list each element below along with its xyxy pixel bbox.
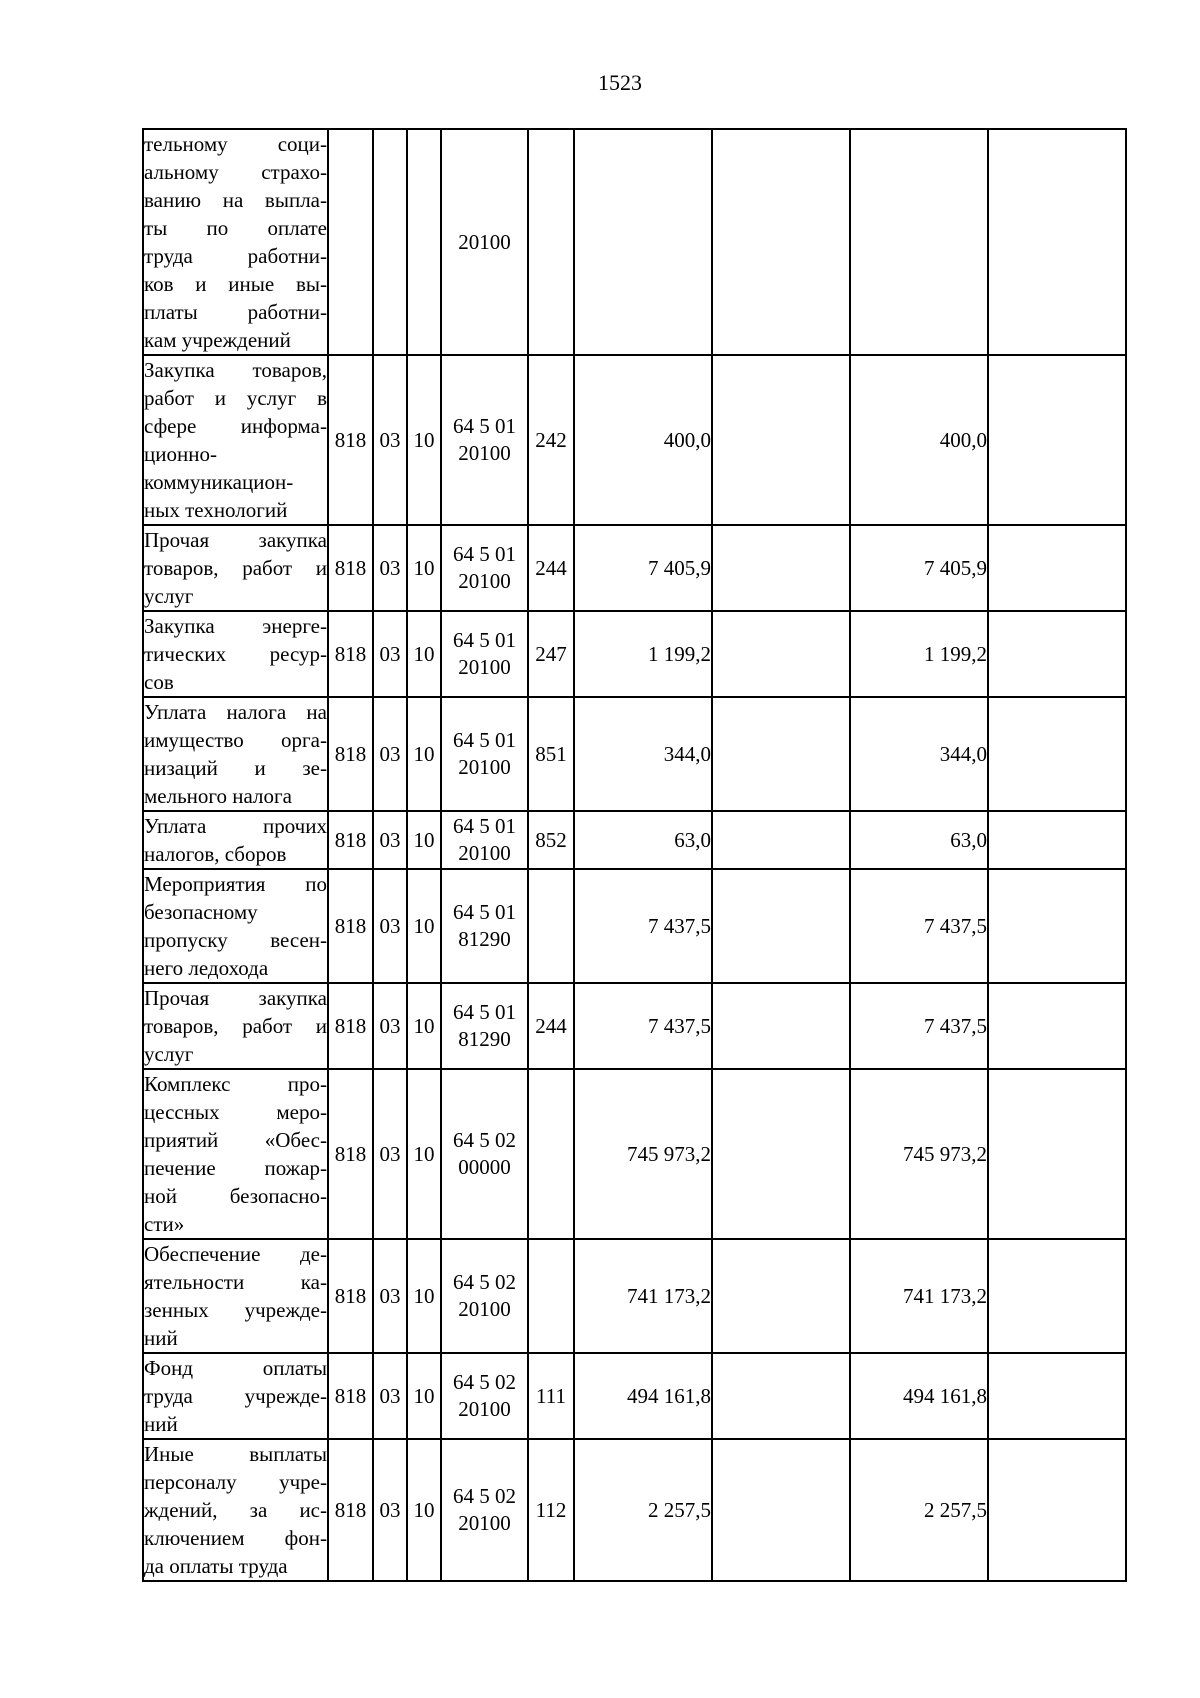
table-row	[143, 1353, 1126, 1439]
row-name-line: пропуску весен-	[144, 928, 327, 952]
row-name-line: работ и услуг в	[144, 386, 327, 410]
row-name	[143, 355, 328, 525]
cell-section: 03	[373, 1439, 407, 1581]
cell-section: 03	[373, 525, 407, 611]
cell-expense-type	[528, 1239, 574, 1353]
target-article-line: 20100	[458, 1511, 511, 1535]
cell-grbs: 818	[328, 1069, 373, 1239]
row-name-line: сов	[144, 670, 174, 694]
cell-subsection: 10	[407, 1353, 441, 1439]
row-name-line: Иные выплаты	[144, 1442, 327, 1466]
row-name	[143, 525, 328, 611]
cell-expense-type: 852	[528, 811, 574, 869]
cell-amount-1: 400,0	[574, 355, 712, 525]
table-row	[143, 1069, 1126, 1239]
cell-expense-type: 244	[528, 525, 574, 611]
target-article-line: 64 5 01	[453, 628, 516, 652]
cell-amount-2	[712, 355, 850, 525]
cell-amount-1: 1 199,2	[574, 611, 712, 697]
cell-amount-3: 7 437,5	[850, 983, 988, 1069]
budget-table	[142, 128, 1127, 1582]
row-name-line: ключением фон-	[144, 1526, 327, 1550]
cell-amount-2	[712, 1069, 850, 1239]
cell-amount-2	[712, 1353, 850, 1439]
cell-amount-1: 7 437,5	[574, 869, 712, 983]
row-name-line: ной безопасно-	[144, 1184, 327, 1208]
cell-expense-type	[528, 869, 574, 983]
row-name-line: товаров, работ и	[144, 1014, 327, 1038]
cell-amount-2	[712, 525, 850, 611]
row-name	[143, 129, 328, 355]
row-name-line: труда работни-	[144, 244, 327, 268]
row-name-line: мельного налога	[144, 784, 292, 808]
cell-amount-2	[712, 983, 850, 1069]
target-article-line: 64 5 02	[453, 1370, 516, 1394]
cell-target-article	[441, 869, 528, 983]
cell-amount-4	[988, 983, 1126, 1069]
cell-section: 03	[373, 611, 407, 697]
cell-amount-4	[988, 1239, 1126, 1353]
cell-amount-3: 400,0	[850, 355, 988, 525]
cell-amount-4	[988, 355, 1126, 525]
cell-amount-3: 745 973,2	[850, 1069, 988, 1239]
cell-subsection: 10	[407, 525, 441, 611]
target-article-line: 64 5 01	[453, 542, 516, 566]
row-name-line: альному страхо-	[144, 160, 327, 184]
cell-subsection: 10	[407, 869, 441, 983]
cell-subsection: 10	[407, 697, 441, 811]
cell-amount-2	[712, 611, 850, 697]
cell-expense-type: 247	[528, 611, 574, 697]
cell-expense-type: 112	[528, 1439, 574, 1581]
cell-section: 03	[373, 697, 407, 811]
cell-amount-3: 2 257,5	[850, 1439, 988, 1581]
cell-amount-1: 7 437,5	[574, 983, 712, 1069]
row-name-line: платы работни-	[144, 300, 327, 324]
cell-grbs: 818	[328, 525, 373, 611]
row-name-line: тельному соци-	[144, 132, 327, 156]
row-name	[143, 697, 328, 811]
cell-target-article	[441, 1439, 528, 1581]
cell-amount-2	[712, 697, 850, 811]
cell-amount-1: 741 173,2	[574, 1239, 712, 1353]
cell-subsection: 10	[407, 983, 441, 1069]
row-name-line: сти»	[144, 1212, 185, 1236]
row-name-line: Уплата прочих	[144, 814, 327, 838]
target-article-line: 64 5 01	[453, 414, 516, 438]
row-name-line: ятельности ка-	[144, 1270, 327, 1294]
row-name-line: имущество орга-	[144, 728, 327, 752]
row-name-line: Комплекс про-	[144, 1072, 327, 1096]
row-name	[143, 1239, 328, 1353]
row-name-line: Прочая закупка	[144, 528, 327, 552]
target-article-line: 64 5 01	[453, 728, 516, 752]
cell-target-article	[441, 525, 528, 611]
cell-target-article	[441, 1069, 528, 1239]
table-row	[143, 983, 1126, 1069]
table-row	[143, 869, 1126, 983]
row-name	[143, 811, 328, 869]
row-name	[143, 869, 328, 983]
table-row	[143, 525, 1126, 611]
row-name-line: товаров, работ и	[144, 556, 327, 580]
cell-target-article	[441, 811, 528, 869]
target-article-line: 64 5 02	[453, 1128, 516, 1152]
cell-amount-3: 63,0	[850, 811, 988, 869]
row-name-line: Мероприятия по	[144, 872, 327, 896]
cell-section: 03	[373, 811, 407, 869]
cell-grbs: 818	[328, 697, 373, 811]
cell-expense-type: 851	[528, 697, 574, 811]
cell-subsection	[407, 129, 441, 355]
row-name-line: ков и иные вы-	[144, 272, 327, 296]
row-name-line: низаций и зе-	[144, 756, 327, 780]
cell-amount-2	[712, 1439, 850, 1581]
cell-amount-4	[988, 811, 1126, 869]
cell-amount-4	[988, 525, 1126, 611]
row-name-line: кам учреждений	[144, 328, 291, 352]
row-name	[143, 1353, 328, 1439]
cell-amount-3: 7 405,9	[850, 525, 988, 611]
row-name-line: безопасному	[144, 900, 258, 924]
row-name-line: Обеспечение де-	[144, 1242, 327, 1266]
table-row	[143, 811, 1126, 869]
cell-subsection: 10	[407, 811, 441, 869]
cell-amount-1: 2 257,5	[574, 1439, 712, 1581]
row-name-line: сфере информа-	[144, 414, 327, 438]
cell-expense-type: 242	[528, 355, 574, 525]
cell-amount-4	[988, 1439, 1126, 1581]
row-name-line: коммуникацион-	[144, 470, 294, 494]
cell-amount-3	[850, 129, 988, 355]
target-article-line: 20100	[458, 569, 511, 593]
page-number: 1523	[598, 70, 642, 95]
target-article-line: 81290	[458, 927, 511, 951]
cell-grbs: 818	[328, 1239, 373, 1353]
cell-section: 03	[373, 869, 407, 983]
cell-amount-2	[712, 1239, 850, 1353]
row-name-line: тических ресур-	[144, 642, 327, 666]
row-name-line: него ледохода	[144, 956, 269, 980]
row-name	[143, 1069, 328, 1239]
target-article-line: 00000	[458, 1155, 511, 1179]
row-name-line: Фонд оплаты	[144, 1356, 327, 1380]
cell-amount-4	[988, 697, 1126, 811]
target-article-line: 64 5 01	[453, 900, 516, 924]
row-name-line: да оплаты труда	[144, 1554, 288, 1578]
cell-amount-1: 344,0	[574, 697, 712, 811]
cell-amount-3: 7 437,5	[850, 869, 988, 983]
row-name-line: ванию на выпла-	[144, 188, 327, 212]
cell-amount-2	[712, 869, 850, 983]
cell-subsection: 10	[407, 1439, 441, 1581]
row-name-line: Уплата налога на	[144, 700, 327, 724]
cell-amount-4	[988, 1353, 1126, 1439]
row-name-line: налогов, сборов	[144, 842, 287, 866]
target-article-line: 20100	[458, 655, 511, 679]
table-row	[143, 611, 1126, 697]
cell-amount-3: 494 161,8	[850, 1353, 988, 1439]
cell-grbs: 818	[328, 611, 373, 697]
cell-expense-type: 111	[528, 1353, 574, 1439]
cell-section: 03	[373, 1353, 407, 1439]
row-name-line: труда учрежде-	[144, 1384, 327, 1408]
cell-expense-type: 244	[528, 983, 574, 1069]
row-name-line: ний	[144, 1326, 178, 1350]
target-article-line: 20100	[458, 1397, 511, 1421]
cell-amount-3: 741 173,2	[850, 1239, 988, 1353]
cell-target-article	[441, 355, 528, 525]
table-row	[143, 1239, 1126, 1353]
cell-section	[373, 129, 407, 355]
cell-subsection: 10	[407, 611, 441, 697]
cell-amount-1: 7 405,9	[574, 525, 712, 611]
cell-target-article	[441, 1239, 528, 1353]
cell-amount-2	[712, 811, 850, 869]
cell-target-article	[441, 983, 528, 1069]
cell-grbs: 818	[328, 1439, 373, 1581]
row-name-line: зенных учрежде-	[144, 1298, 327, 1322]
row-name-line: ционно-	[144, 442, 217, 466]
row-name-line: услуг	[144, 1042, 194, 1066]
cell-amount-4	[988, 129, 1126, 355]
row-name-line: печение пожар-	[144, 1156, 327, 1180]
row-name	[143, 983, 328, 1069]
row-name-line: персоналу учре-	[144, 1470, 327, 1494]
cell-amount-4	[988, 869, 1126, 983]
target-article-line: 64 5 01	[453, 1000, 516, 1024]
cell-target-article	[441, 697, 528, 811]
table-row	[143, 129, 1126, 355]
row-name-line: ты по оплате	[144, 216, 327, 240]
row-name-line: цессных меро-	[144, 1100, 327, 1124]
row-name-line: приятий «Обес-	[144, 1128, 327, 1152]
row-name	[143, 1439, 328, 1581]
target-article-line: 20100	[458, 1297, 511, 1321]
row-name-line: ний	[144, 1412, 178, 1436]
cell-amount-3: 1 199,2	[850, 611, 988, 697]
table-row	[143, 697, 1126, 811]
cell-amount-2	[712, 129, 850, 355]
target-article-line: 64 5 02	[453, 1270, 516, 1294]
cell-grbs: 818	[328, 983, 373, 1069]
cell-amount-1: 745 973,2	[574, 1069, 712, 1239]
row-name-line: ждений, за ис-	[144, 1498, 327, 1522]
cell-target-article	[441, 129, 528, 355]
cell-amount-1: 494 161,8	[574, 1353, 712, 1439]
cell-amount-3: 344,0	[850, 697, 988, 811]
row-name-line: Закупка товаров,	[144, 358, 327, 382]
cell-subsection: 10	[407, 355, 441, 525]
cell-target-article	[441, 611, 528, 697]
target-article-line: 20100	[458, 755, 511, 779]
cell-section: 03	[373, 983, 407, 1069]
cell-amount-4	[988, 1069, 1126, 1239]
row-name-line: ных технологий	[144, 498, 288, 522]
cell-grbs: 818	[328, 811, 373, 869]
cell-target-article	[441, 1353, 528, 1439]
cell-grbs: 818	[328, 1353, 373, 1439]
cell-section: 03	[373, 355, 407, 525]
target-article-line: 20100	[458, 229, 511, 254]
cell-amount-4	[988, 611, 1126, 697]
cell-grbs: 818	[328, 869, 373, 983]
cell-expense-type	[528, 1069, 574, 1239]
row-name-line: Прочая закупка	[144, 986, 327, 1010]
cell-section: 03	[373, 1239, 407, 1353]
cell-subsection: 10	[407, 1069, 441, 1239]
row-name-line: услуг	[144, 584, 194, 608]
cell-section: 03	[373, 1069, 407, 1239]
target-article-line: 64 5 01	[453, 814, 516, 838]
cell-amount-1	[574, 129, 712, 355]
table-row	[143, 355, 1126, 525]
target-article-line: 64 5 02	[453, 1484, 516, 1508]
cell-amount-1: 63,0	[574, 811, 712, 869]
row-name-line: Закупка энерге-	[144, 614, 327, 638]
cell-grbs: 818	[328, 355, 373, 525]
target-article-line: 20100	[458, 841, 511, 865]
cell-grbs	[328, 129, 373, 355]
row-name	[143, 611, 328, 697]
cell-subsection: 10	[407, 1239, 441, 1353]
target-article-line: 20100	[458, 441, 511, 465]
table-row	[143, 1439, 1126, 1581]
cell-expense-type	[528, 129, 574, 355]
target-article-line: 81290	[458, 1027, 511, 1051]
